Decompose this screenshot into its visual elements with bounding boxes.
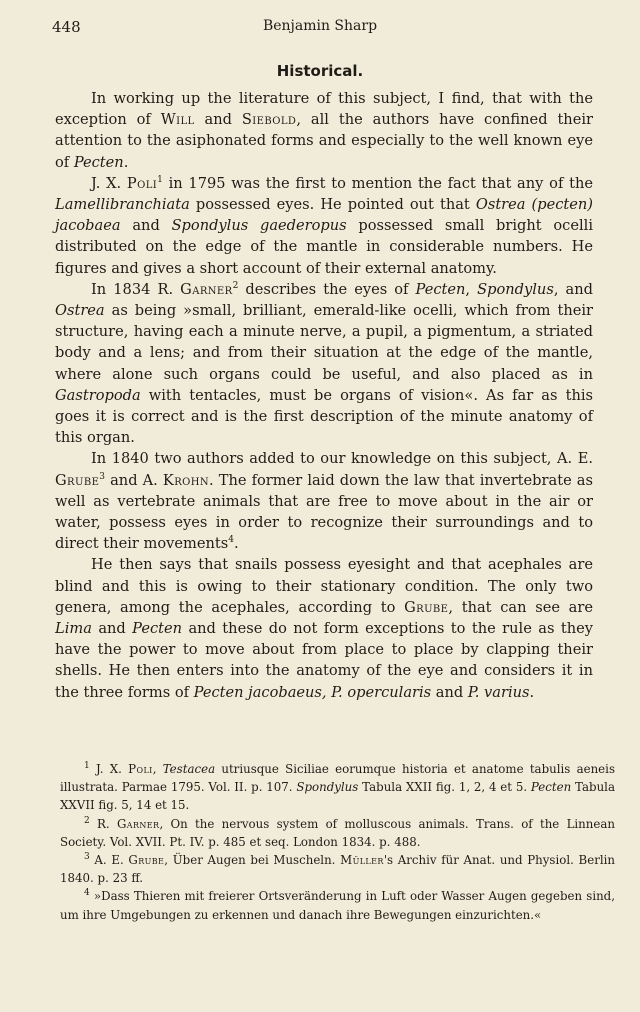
author-name: Krohn — [162, 471, 210, 489]
taxon-name: Pecten — [415, 280, 466, 298]
footnote: $^3$ A. E. Grube, Über Augen bei Muscheln. Müller's Archiv für Anat. und Physiol. Berlin 1840. p. 23 ff. — [60, 852, 615, 886]
taxon-name: Pecten — [73, 153, 124, 171]
footnote: $^4$ »Dass Thieren mit freierer Ortsveränderung in Luft oder Wasser Augen gegeben sind, um ihre Umgebungen zu erkennen und danach ihre Bewegungen einzurichten.« — [60, 888, 615, 922]
footnote-ref[interactable]: 3 — [99, 471, 105, 482]
taxon-name: Spondylus — [477, 280, 554, 298]
section-title: Historical. — [276, 62, 364, 80]
body-text — [55, 88, 593, 703]
taxon-name: Pecten — [530, 780, 572, 795]
author-name: Garner — [116, 816, 160, 831]
taxon-name: Pecten jacobaeus, P. opercularis — [193, 683, 432, 701]
footnote-ref[interactable]: 2 — [232, 280, 239, 291]
author-name: Poli — [128, 762, 153, 776]
author-name: Müller — [340, 853, 384, 868]
taxon-name: Pecten — [132, 620, 183, 638]
taxon-name: Spondylus gaederopus — [171, 217, 347, 235]
taxon-name: Lima — [55, 620, 92, 638]
paragraph: In working up the literature of this subject, I find, that with the exception of Will and Siebold, all the authors have confined their attention to the asiphonated forms and especially to the well known eye of Pecten. — [55, 90, 593, 171]
footnote-mark: 4 — [84, 888, 90, 899]
page-number: 448 — [52, 18, 81, 36]
paragraph: He then says that snails possess eyesight and that acephales are blind and this is owing to their stationary condition. The only two genera, among the acephales, according to Grube, that can see are Lima and Pecten and these do not form exceptions to the rule as they have the power to move about from place to place by clapping their shells. He then enters into the anatomy of the eye and considers it in the three forms of Pecten jacobaeus, P. opercularis and P. varius. — [55, 556, 593, 701]
author-name: Garner — [180, 280, 233, 298]
taxon-name: Gastropoda — [55, 386, 141, 404]
footnote-ref[interactable]: 4 — [228, 535, 234, 546]
author-name: Siebold — [241, 111, 297, 129]
taxon-name: P. varius — [467, 683, 530, 701]
taxon-name: Spondylus — [296, 780, 359, 795]
work-title: Testacea — [162, 762, 216, 776]
footnote-mark: 3 — [84, 852, 90, 863]
taxon-name: Ostrea (pecten) jacobaea — [55, 196, 593, 235]
author-name: Poli — [126, 174, 158, 192]
author-name: Grube — [55, 471, 100, 489]
taxon-name: Ostrea — [55, 302, 105, 320]
footnote-mark: 1 — [84, 761, 90, 772]
footnotes — [60, 760, 615, 924]
page-header — [0, 18, 640, 40]
taxon-name: Lamellibranchiata — [55, 196, 190, 214]
paragraph: In 1834 R. Garner$^2$ describes the eyes of Pecten, Spondylus, and Ostrea as being »small, brilliant, emerald-like ocelli, which from their structure, having each a minute nerve, a pupil, a pigmentum, a striated body and a lens; and from their situation at the edge of the mantle, where alone such organs could be useful, and also placed as in Gastropoda with tentacles, must be organs of vision«. As far as this goes it is correct and is the first description of the minute anatomy of this organ. — [55, 280, 593, 447]
paragraph: J. X. Poli$^1$ in 1795 was the first to mention the fact that any of the Lamellibranchiata possessed eyes. He pointed out that Ostrea (pecten) jacobaea and Spondylus gaederopus possessed small bright ocelli distributed on the edge of the mantle in considerable numbers. He figures and gives a short account of their external anatomy. — [55, 174, 593, 277]
footnote-mark: 2 — [84, 815, 90, 826]
author-name: Will — [160, 111, 195, 129]
footnote: $^1$ J. X. Poli, Testacea utriusque Siciliae eorumque historia et anatome tabulis aeneis illustrata. Parmae 1795. Vol. II. p. 107. Spondylus Tabula XXII fig. 1, 2, 4 et 5. Pecten Tabula XXVII fig. 5, 14 et 15. — [60, 761, 615, 813]
author-name: Grube — [128, 853, 165, 868]
running-head: Benjamin Sharp — [262, 18, 378, 34]
author-name: Grube — [404, 598, 449, 616]
footnote-ref[interactable]: 1 — [157, 174, 163, 185]
footnote: $^2$ R. Garner, On the nervous system of molluscous animals. Trans. of the Linnean Society. Vol. XVII. Pt. IV. p. 485 et seq. London 1834. p. 488. — [60, 815, 615, 849]
paragraph: In 1840 two authors added to our knowledge on this subject, A. E. Grube$^3$ and A. Krohn. The former laid down the law that invertebrate as well as vertebrate animals that are free to move about in the air or water, possess eyes in order to recognize their surroundings and to direct their movements$^4$. — [55, 450, 593, 553]
